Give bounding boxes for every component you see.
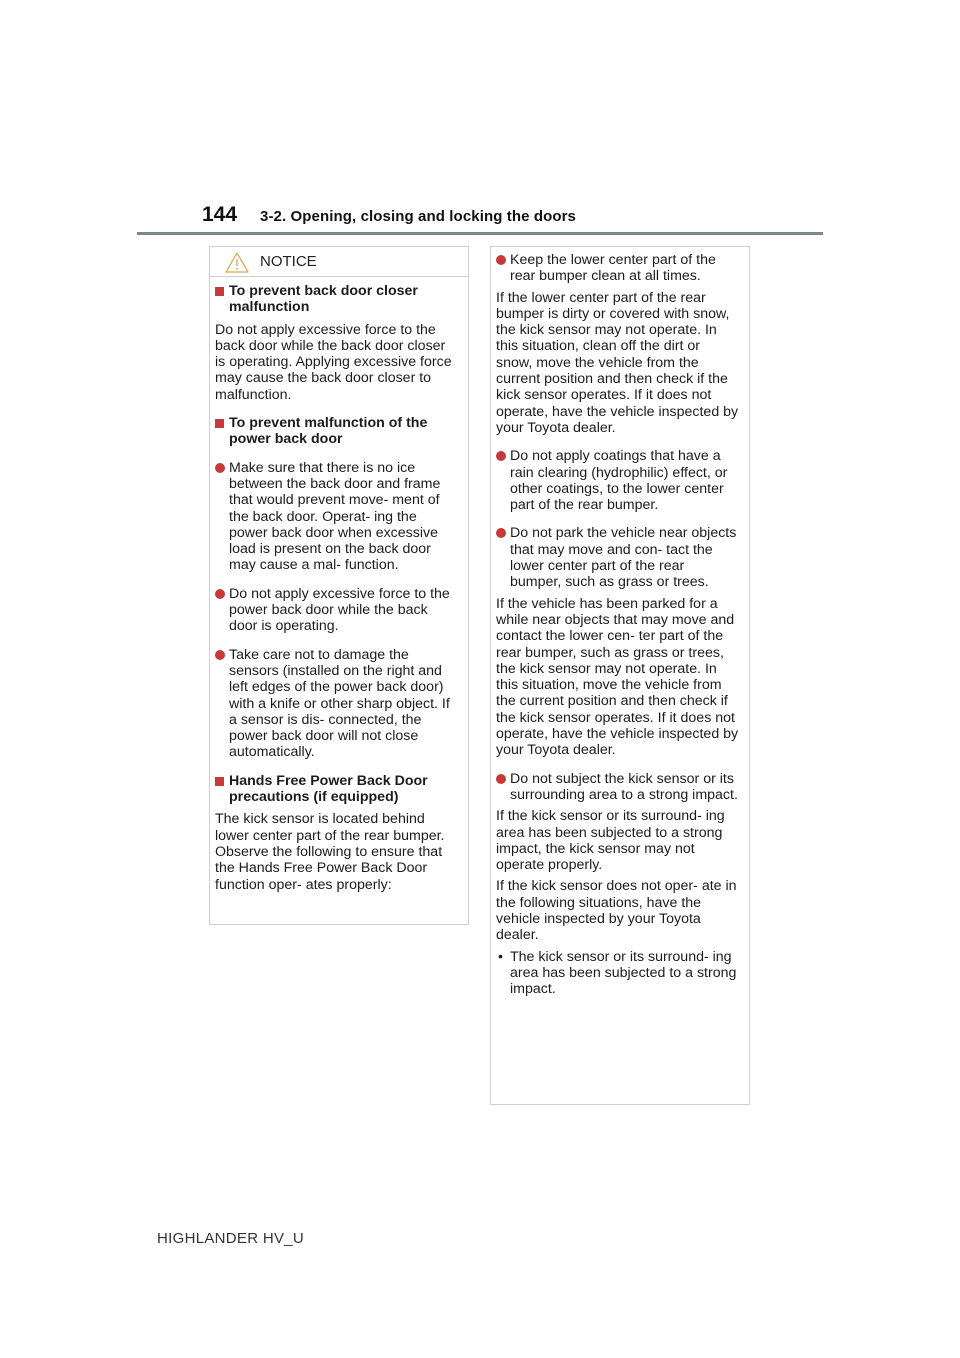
header-rule — [137, 232, 823, 235]
circle-bullet-icon — [496, 451, 506, 461]
sub-list-item — [496, 949, 739, 998]
circle-bullet-icon — [496, 255, 506, 265]
paragraph: If the vehicle has been parked for a while near objects that may move and contact the lower cen- ter part of the rear bumper, such as grass or trees, the kick sensor may not operate. In this situation, move the vehicle from the current position and then check if the kick sensor operates. If it does not operate, have the vehicle inspected by your Toyota dealer. — [496, 595, 739, 759]
warning-triangle-icon — [225, 252, 249, 273]
notice-content-left — [210, 277, 468, 893]
section-title: 3-2. Opening, closing and locking the doors — [260, 208, 576, 225]
notice-label: NOTICE — [260, 253, 317, 270]
bullet-text: Do not apply excessive force to the power back door while the back door is operating. — [229, 585, 450, 635]
heading-text: To prevent malfunction of the power back door — [229, 415, 428, 448]
bullet-text: Keep the lower center part of the rear bumper clean at all times. — [510, 252, 716, 285]
notice-content-right — [491, 247, 749, 997]
bullet-text: Do not apply coatings that have a rain clearing (hydrophilic) effect, or other coatings, to the lower center part of the rear bumper. — [510, 448, 728, 514]
paragraph: Do not apply excessive force to the back door while the back door closer is operating. Applying excessive force may cause the back door closer to malfunction. — [215, 321, 452, 403]
sub-item-marker: • — [498, 948, 503, 965]
notice-header — [210, 247, 468, 277]
paragraph: If the kick sensor does not oper- ate in the following situations, have the vehicle inspected by your Toyota dealer. — [496, 878, 737, 944]
bullet-item — [496, 525, 739, 590]
paragraph: If the kick sensor or its surround- ing area has been subjected to a strong impact, the kick sensor may not operate properly. — [496, 808, 725, 874]
page-number: 144 — [202, 203, 238, 226]
sub-item-text: The kick sensor or its surround- ing area has been subjected to a strong impact. — [510, 948, 737, 998]
heading-text: Hands Free Power Back Door precautions (if equipped) — [229, 772, 428, 806]
section-heading — [215, 773, 458, 806]
bullet-text: Take care not to damage the sensors (installed on the right and left edges of the power back door) with a knife or other sharp object. If a sensor is dis- connected, the power back door will not close automatically. — [229, 646, 450, 761]
heading-text: To prevent back door closer malfunction — [229, 283, 418, 316]
square-bullet-icon — [215, 777, 224, 786]
circle-bullet-icon — [215, 589, 225, 599]
bullet-item — [496, 448, 739, 513]
square-bullet-icon — [215, 419, 224, 428]
circle-bullet-icon — [496, 528, 506, 538]
paragraph: If the lower center part of the rear bumper is dirty or covered with snow, the kick sensor may not operate. In this situation, clean off the dirt or snow, move the vehicle from the current position and then check if the kick sensor operates. If it does not operate, have the vehicle inspected by your Toyota dealer. — [496, 289, 739, 436]
circle-bullet-icon — [215, 463, 225, 473]
notice-box-left — [209, 246, 469, 925]
circle-bullet-icon — [496, 774, 506, 784]
bullet-text: Make sure that there is no ice between the back door and frame that would prevent move- ment of the back door. Operat- ing the power back door when excessive load is present on the back door may cause a mal- function. — [229, 459, 441, 574]
bullet-text: Do not park the vehicle near objects that may move and con- tact the lower center part of the rear bumper, such as grass or trees. — [510, 525, 737, 591]
bullet-text: Do not subject the kick sensor or its surrounding area to a strong impact. — [510, 770, 738, 803]
section-heading — [215, 415, 458, 448]
circle-bullet-icon — [215, 650, 225, 660]
bullet-item — [215, 586, 458, 635]
square-bullet-icon — [215, 287, 224, 296]
paragraph: The kick sensor is located behind lower center part of the rear bumper. Observe the following to ensure that the Hands Free Power Back Door function oper- ates properly: — [215, 811, 445, 893]
section-heading — [215, 283, 458, 316]
bullet-item — [215, 647, 458, 761]
bullet-item — [496, 771, 739, 804]
bullet-item — [215, 460, 458, 574]
bullet-item — [496, 252, 739, 285]
footer-model: HIGHLANDER HV_U — [157, 1230, 305, 1247]
notice-box-right — [490, 246, 750, 1105]
